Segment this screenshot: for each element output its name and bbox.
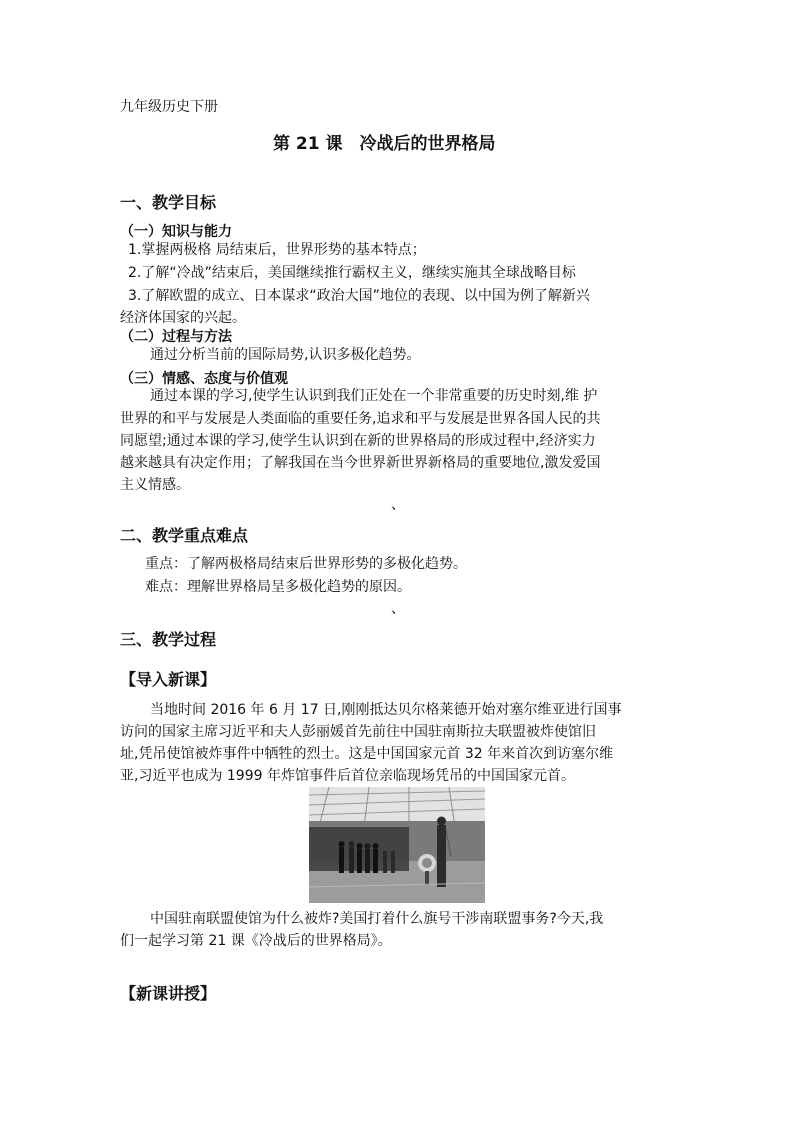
- difficulty-text: 难点：理解世界格局呈多极化趋势的原因。: [145, 579, 411, 595]
- memorial-photo: [309, 787, 485, 903]
- section-heading-key-points: 二、教学重点难点: [120, 526, 249, 545]
- section-heading-objectives: 一、教学目标: [120, 193, 217, 212]
- values-line: 主义情感。: [120, 477, 190, 493]
- subheading-process: （二）过程与方法: [120, 329, 232, 345]
- values-line: 越来越具有决定作用；了解我国在当今世界新世界新格局的重要地位,激发爱国: [120, 455, 601, 471]
- stray-mark: 、: [391, 601, 405, 617]
- intro-line: 访问的国家主席习近平和夫人彭丽媛首先前往中国驻南斯拉夫联盟被炸使馆旧: [120, 724, 596, 740]
- question-line: 中国驻南联盟使馆为什么被炸?美国打着什么旗号干涉南联盟事务?今天,我: [150, 911, 604, 927]
- lesson-title: 第 21 课 冷战后的世界格局: [273, 134, 496, 154]
- question-line: 们一起学习第 21 课《冷战后的世界格局》。: [120, 933, 392, 949]
- subheading-knowledge: （一）知识与能力: [120, 224, 232, 240]
- values-line: 通过本课的学习,使学生认识到我们正处在一个非常重要的历史时刻,维 护: [150, 388, 598, 404]
- values-line: 世界的和平与发展是人类面临的重要任务,追求和平与发展是世界各国人民的共: [120, 411, 601, 427]
- values-line: 同愿望;通过本课的学习,使学生认识到在新的世界格局的形成过程中,经济实力: [120, 433, 596, 449]
- objective-item: 3.了解欧盟的成立、日本谋求“政治大国”地位的表现、以中国为例了解新兴: [128, 288, 590, 304]
- intro-line: 址,凭吊使馆被炸事件中牺牲的烈士。这是中国国家元首 32 年来首次到访塞尔维: [120, 746, 614, 762]
- subheading-values: （三）情感、态度与价值观: [120, 371, 288, 387]
- process-text: 通过分析当前的国际局势,认识多极化趋势。: [150, 347, 421, 363]
- section-heading-process: 三、教学过程: [120, 630, 217, 649]
- new-lesson-heading: 【新课讲授】: [120, 984, 217, 1003]
- book-header: 九年级历史下册: [120, 99, 218, 115]
- objective-item: 经济体国家的兴起。: [120, 310, 246, 326]
- intro-line: 亚,习近平也成为 1999 年炸馆事件后首位亲临现场凭吊的中国国家元首。: [120, 768, 575, 784]
- intro-heading: 【导入新课】: [120, 670, 217, 689]
- memorial-photo-illustration: [309, 787, 485, 903]
- intro-line: 当地时间 2016 年 6 月 17 日,刚刚抵达贝尔格莱德开始对塞尔维亚进行国事: [150, 702, 622, 718]
- key-point-text: 重点：了解两极格局结束后世界形势的多极化趋势。: [145, 556, 467, 572]
- objective-item: 2.了解“冷战”结束后，美国继续推行霸权主义，继续实施其全球战略目标: [128, 265, 576, 281]
- objective-item: 1.掌握两极格 局结束后，世界形势的基本特点；: [128, 242, 426, 258]
- stray-mark: 、: [391, 497, 405, 513]
